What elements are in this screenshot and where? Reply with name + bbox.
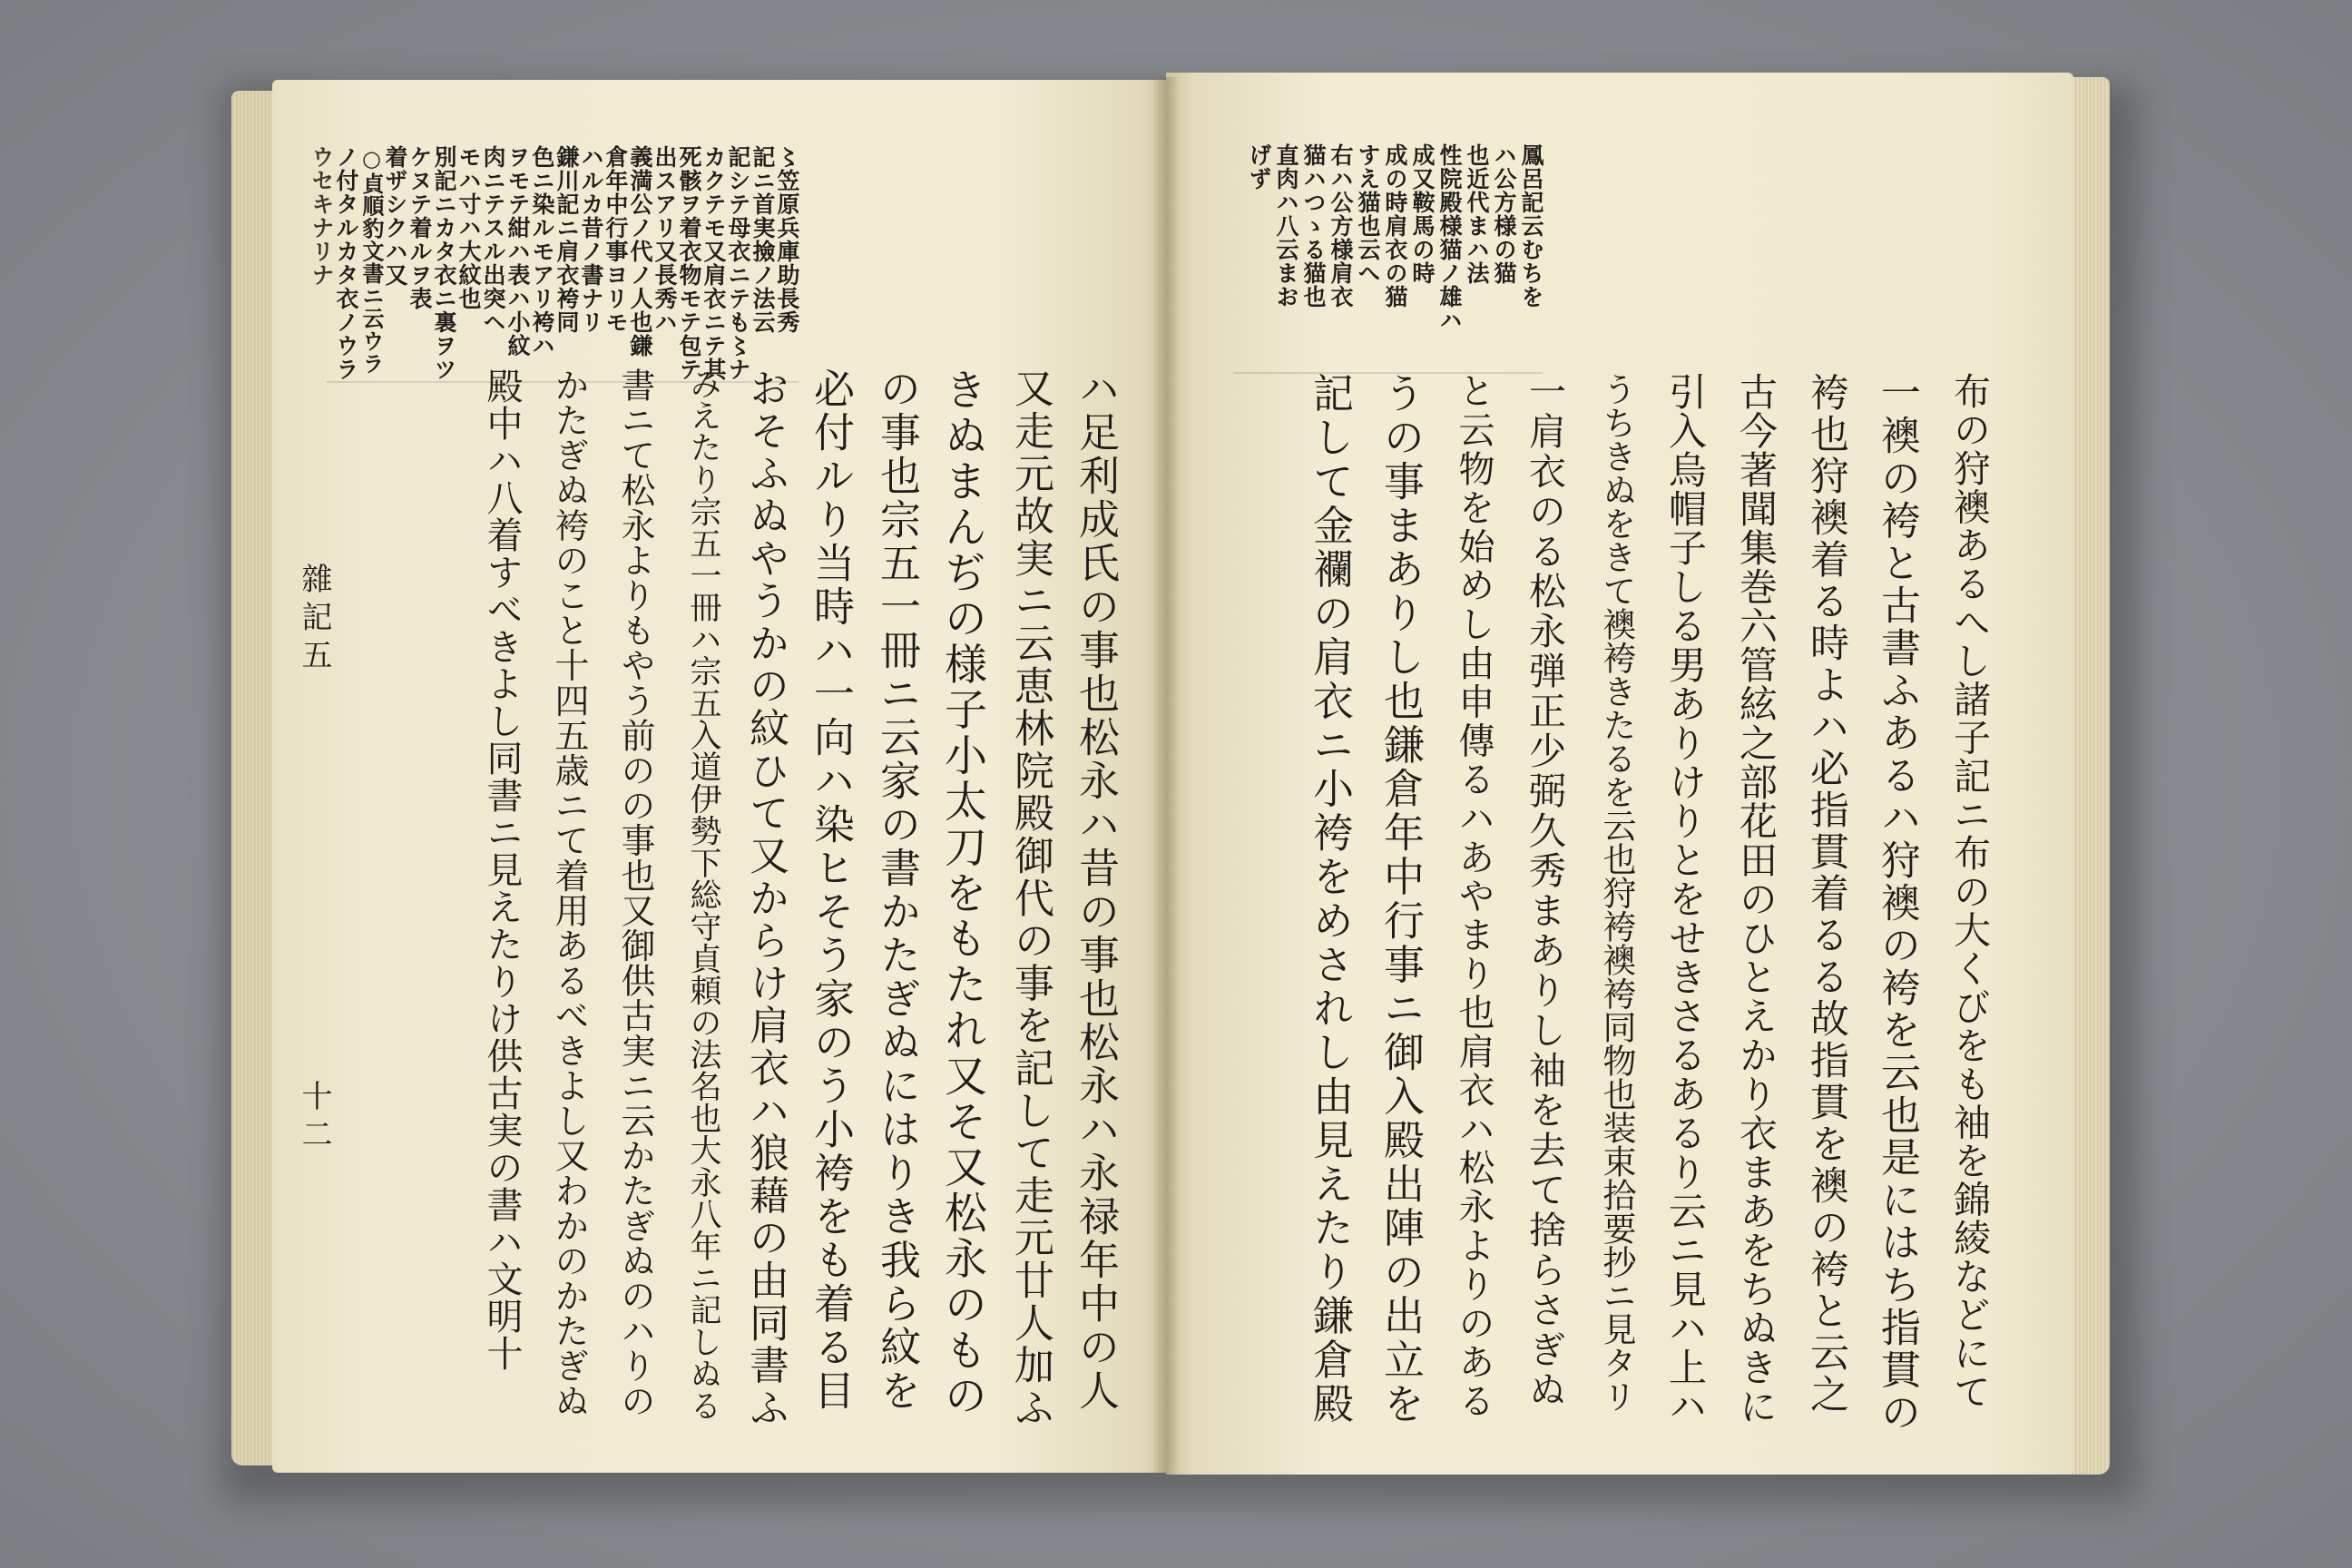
right-main-column: 古今著聞集巻六管絃之部花田のひとえかり衣まあをちぬきに: [1734, 372, 1779, 1426]
left-note-column: 死骸ヲ着衣物モテ包テ: [676, 145, 702, 381]
page-title: 雜記五: [296, 563, 332, 677]
right-main-column: うの事まありし也鎌倉年中行事ニ御入殿出陣の出立を: [1377, 372, 1425, 1426]
right-main-column: 引入烏帽子しる男ありけりとをせきさるあるり云ニ見ハ上ハ: [1663, 372, 1708, 1426]
left-main-column: ハ足利成氏の事也松永ハ昔の事也松永ハ永禄年中の人: [1072, 368, 1120, 1413]
left-note-column: ○貞順豹文書ニ云ウラ: [358, 145, 385, 375]
left-note-column: 出スアリ又長秀ハ: [652, 145, 678, 334]
left-page-main-text: [336, 368, 1120, 1438]
left-note-column: 〻笠原兵庫助長秀: [774, 145, 800, 334]
left-main-column: おそふぬやうかの紋ひて又からけ肩衣ハ狼藉の由同書ふ: [742, 368, 789, 1429]
left-note-column: 記シテ母衣ニテも〻ナ: [725, 145, 751, 381]
left-main-column: みえたり宗五一冊ハ宗五入道伊勢下総守貞頼の法名也大永八年ニ記しぬる: [685, 368, 721, 1422]
left-note-column: 色ニ染ルモアリ袴ハ: [529, 145, 555, 358]
right-main-column: 一肩衣のる松永弾正少弼久秀まありし袖を去て捨らさぎぬ: [1523, 372, 1566, 1410]
right-note-column: 鳳呂記云むちを: [1518, 143, 1544, 309]
left-note-column: 別記ニカタ衣ニ裏ヲツ: [431, 145, 457, 381]
left-main-column: きぬまんぢの様子小太刀をもたれ又そ又松永のもの: [937, 368, 987, 1420]
left-note-column: モハ寸ハ大紋也: [456, 145, 482, 310]
right-note-column: 也近代まハ法: [1464, 143, 1490, 285]
left-note-column: 着ザシクハ又: [382, 145, 408, 287]
right-page-main-text: [1243, 254, 1991, 1434]
right-main-column: 布の狩襖あるへし諸子記ニ布の大くびをも袖を錦綾などにて: [1947, 372, 1991, 1411]
right-note-column: 直肉ハ八云まお: [1273, 143, 1299, 309]
right-note-column: ハ公方様の猫: [1491, 143, 1517, 285]
left-page-headnotes: [309, 136, 800, 383]
right-note-column: 成の時肩衣の猫: [1382, 143, 1408, 309]
right-main-column: 記して金襴の肩衣ニ小袴をめされし由見えたり鎌倉殿: [1306, 372, 1354, 1426]
right-note-column: げず: [1246, 143, 1272, 191]
right-note-column: 右ハ公方様肩衣: [1328, 143, 1354, 309]
left-note-column: 肉ニテスル出突ヘ: [480, 145, 506, 334]
right-main-column: 袴也狩襖着る時よハ必指貫着るる故指貫を襖の袴と云之: [1804, 372, 1849, 1416]
left-note-column: 義満公ノ代ノ人也鎌: [627, 145, 653, 358]
page-number: 十二: [296, 1080, 332, 1156]
right-note-column: すえ猫也云へ: [1355, 143, 1381, 285]
right-note-column: 成又鞍馬の時: [1409, 143, 1436, 285]
left-note-column: ウセキナリナ: [309, 145, 335, 287]
left-note-column: カクテモ又肩衣ニテ其: [701, 145, 727, 381]
right-note-column: 猫ハつゝる猫也: [1300, 143, 1327, 309]
left-main-column: 又走元故実ニ云恵林院殿御代の事を記して走元廿人加ふ: [1007, 368, 1054, 1429]
left-note-column: ケヌテ着ルヲ表: [407, 145, 433, 310]
right-note-column: 性院殿様猫ノ雄ハ: [1436, 143, 1463, 332]
left-main-column: かたぎぬ袴のこと十四五歳ニて着用あるべきよし又わかのかたぎぬ: [549, 368, 589, 1418]
book-gutter: [1152, 77, 1180, 1475]
left-main-column: 殿中ハ八着すべきよし同書ニ見えたりけ供古実の書ハ文明十: [481, 368, 523, 1372]
right-main-column: と云物を始めし由申傳るハあやまり也肩衣ハ松永よりのある: [1453, 372, 1494, 1421]
right-main-column: 一襖の袴と古書ふあるハ狩襖の袴を云也是にはち指貫の: [1874, 372, 1920, 1434]
left-note-column: 鎌川記ニ肩衣袴同: [554, 145, 580, 334]
left-main-column: 必付ルり当時ハ一向ハ染ヒそう家のう小袴をも着る目: [807, 368, 855, 1413]
left-main-column: の事也宗五一冊ニ云家の書かたぎぬにはりき我ら紋を: [873, 368, 921, 1413]
left-note-column: ヲモテ紺ハ表ハ小紋: [505, 145, 531, 358]
left-note-column: ノ付タルカタ衣ノウラ: [333, 145, 359, 381]
left-main-column: 書ニて松永よりもやう前のの事也又御供古実ニ云かたぎぬのハりの: [615, 368, 655, 1418]
right-main-column: うちきぬをきて襖袴きたるを云也狩袴襖袴同物也装束拾要抄ニ見タリ: [1597, 372, 1636, 1413]
left-note-column: ハルカ昔ノ書ナリ: [578, 145, 604, 334]
left-note-column: 記ニ首実撿ノ法云: [750, 145, 776, 334]
left-note-column: 倉年中行事ヨリモ: [603, 145, 629, 334]
